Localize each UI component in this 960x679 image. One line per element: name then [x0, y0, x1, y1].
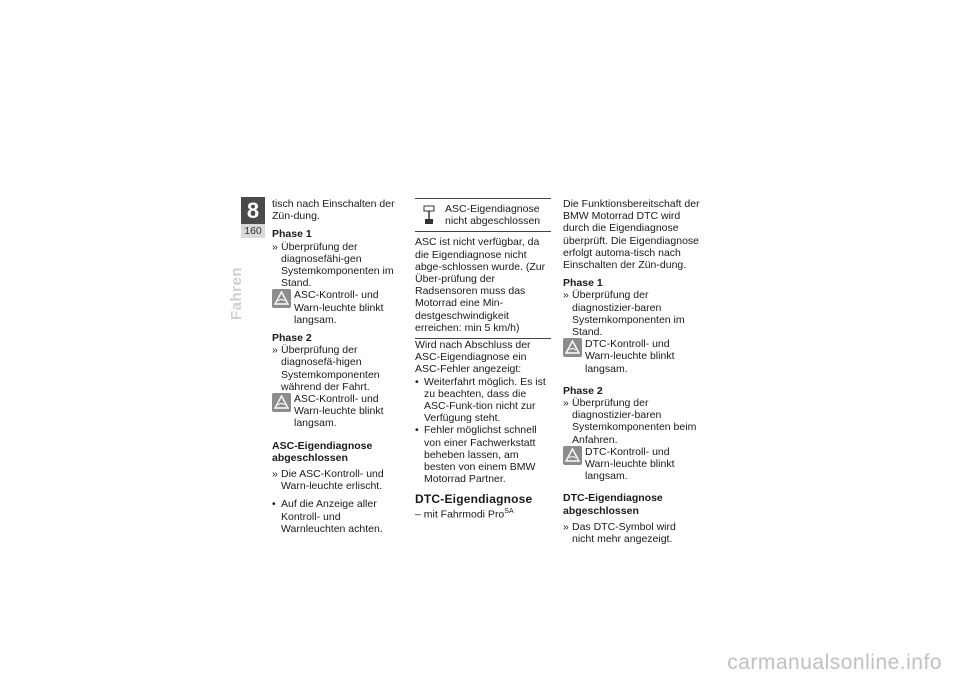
warning-lamp-icon — [272, 289, 291, 308]
step-text: Das DTC-Symbol wird nicht mehr angezeigt. — [572, 520, 676, 546]
col1-phase2-step — [272, 344, 407, 393]
step-marker: » — [563, 520, 569, 533]
column-1 — [272, 198, 407, 535]
col3-phase2-lamp — [563, 446, 700, 483]
dtc-sub-text: – mit Fahrmodi Pro — [415, 508, 505, 521]
lamp-text: DTC-Kontroll- und Warn-leuchte blinkt langsam. — [585, 338, 675, 375]
bullet-text: Weiterfahrt möglich. Es ist zu beachten, dass die ASC-Funk-tion nicht zur Verfügung steht. — [424, 375, 546, 425]
step-text: Überprüfung der diagnostizier-baren Systemkomponenten im Stand. — [572, 289, 685, 339]
dtc-sup: SA — [504, 507, 514, 515]
warning-title: ASC-Eigendiagnose nicht abgeschlossen — [445, 203, 541, 228]
bullet-text: Auf die Anzeige aller Kontroll- und Warnleuchten achten. — [281, 498, 383, 535]
page-number: 160 — [241, 224, 265, 238]
bullet-text: Fehler möglichst schnell von einer Fachwerkstatt beheben lassen, am besten von einem BMW Motorrad Partner. — [424, 424, 537, 486]
bullet-marker: • — [415, 375, 419, 388]
lamp-text: DTC-Kontroll- und Warn-leuchte blinkt langsam. — [585, 445, 675, 483]
chapter-number: 8 — [241, 197, 265, 224]
col1-done-title-2: abgeschlossen — [272, 451, 348, 464]
col3-phase1-title: Phase 1 — [563, 277, 603, 290]
col3-done-title-1: DTC-Eigendiagnose — [563, 492, 663, 505]
step-marker: » — [563, 397, 569, 410]
col1-phase1-step — [272, 241, 407, 290]
asc-warning-icon — [422, 205, 436, 228]
col3-phase2-title: Phase 2 — [563, 384, 603, 397]
step-marker: » — [272, 344, 278, 357]
section-label: Fahren — [228, 266, 245, 320]
col3-phase1-step — [563, 289, 700, 338]
warning-lamp-icon — [272, 393, 291, 412]
col3-intro: Die Funktionsbereitschaft der BMW Motorrad DTC wird durch die Eigendiagnose überprüft. Die Eigendiagnose erfolgt automa-tisch nach Einschalten der Zün-dung. — [563, 198, 700, 272]
warning-body: ASC ist nicht verfügbar, da die Eigendiagnose nicht abge-schlossen wurde. (Zur Über-prüfung der Radsensoren muss das Motorrad eine Min-destgeschwindigkeit erreichen: min 5 km/h) — [415, 236, 546, 334]
col3-done-step — [563, 521, 700, 545]
col3-done-title-2: abgeschlossen — [563, 504, 639, 517]
dtc-title: DTC-Eigendiagnose — [415, 492, 533, 507]
col2-after: Wird nach Abschluss der ASC-Eigendiagnose ein ASC-Fehler angezeigt: — [415, 339, 531, 376]
col1-phase2-lamp — [272, 393, 407, 430]
bullet-marker: • — [272, 498, 276, 511]
step-text: Überprüfung der diagnostizier-baren Systemkomponenten beim Anfahren. — [572, 397, 697, 446]
bullet-marker: • — [415, 424, 419, 437]
step-text: Die ASC-Kontroll- und Warn-leuchte erlischt. — [281, 468, 384, 493]
step-text: Überprüfung der diagnosefä-higen Systemkomponenten während der Fahrt. — [281, 344, 380, 393]
lamp-text: ASC-Kontroll- und Warn-leuchte blinkt langsam. — [294, 393, 384, 430]
col2-bullet-2 — [415, 424, 551, 485]
col1-phase2-title: Phase 2 — [272, 332, 312, 345]
column-2 — [415, 198, 551, 520]
warning-lamp-icon — [563, 446, 582, 465]
warning-lamp-icon — [563, 338, 582, 357]
step-marker: » — [563, 289, 569, 302]
step-text: Überprüfung der diagnosefähi-gen Systemkomponenten im Stand. — [281, 240, 394, 290]
col1-phase1-lamp — [272, 289, 407, 326]
col1-done-title-1: ASC-Eigendiagnose — [272, 439, 373, 452]
col1-intro: tisch nach Einschalten der Zün-dung. — [272, 198, 395, 223]
col3-phase2-step — [563, 397, 700, 446]
dtc-subtitle — [415, 506, 551, 521]
col3-phase1-lamp — [563, 338, 700, 375]
col1-done-step — [272, 468, 407, 492]
warning-head — [415, 203, 551, 232]
step-marker: » — [272, 240, 278, 253]
watermark-text: carmanualsonline.info — [727, 651, 942, 674]
col2-bullet-1 — [415, 376, 551, 425]
lamp-text: ASC-Kontroll- und Warn-leuchte blinkt langsam. — [294, 289, 384, 326]
step-marker: » — [272, 468, 278, 481]
col1-phase1-title: Phase 1 — [272, 228, 312, 241]
col1-done-bullet — [272, 498, 407, 535]
warning-box — [415, 198, 551, 339]
column-3 — [563, 198, 700, 545]
